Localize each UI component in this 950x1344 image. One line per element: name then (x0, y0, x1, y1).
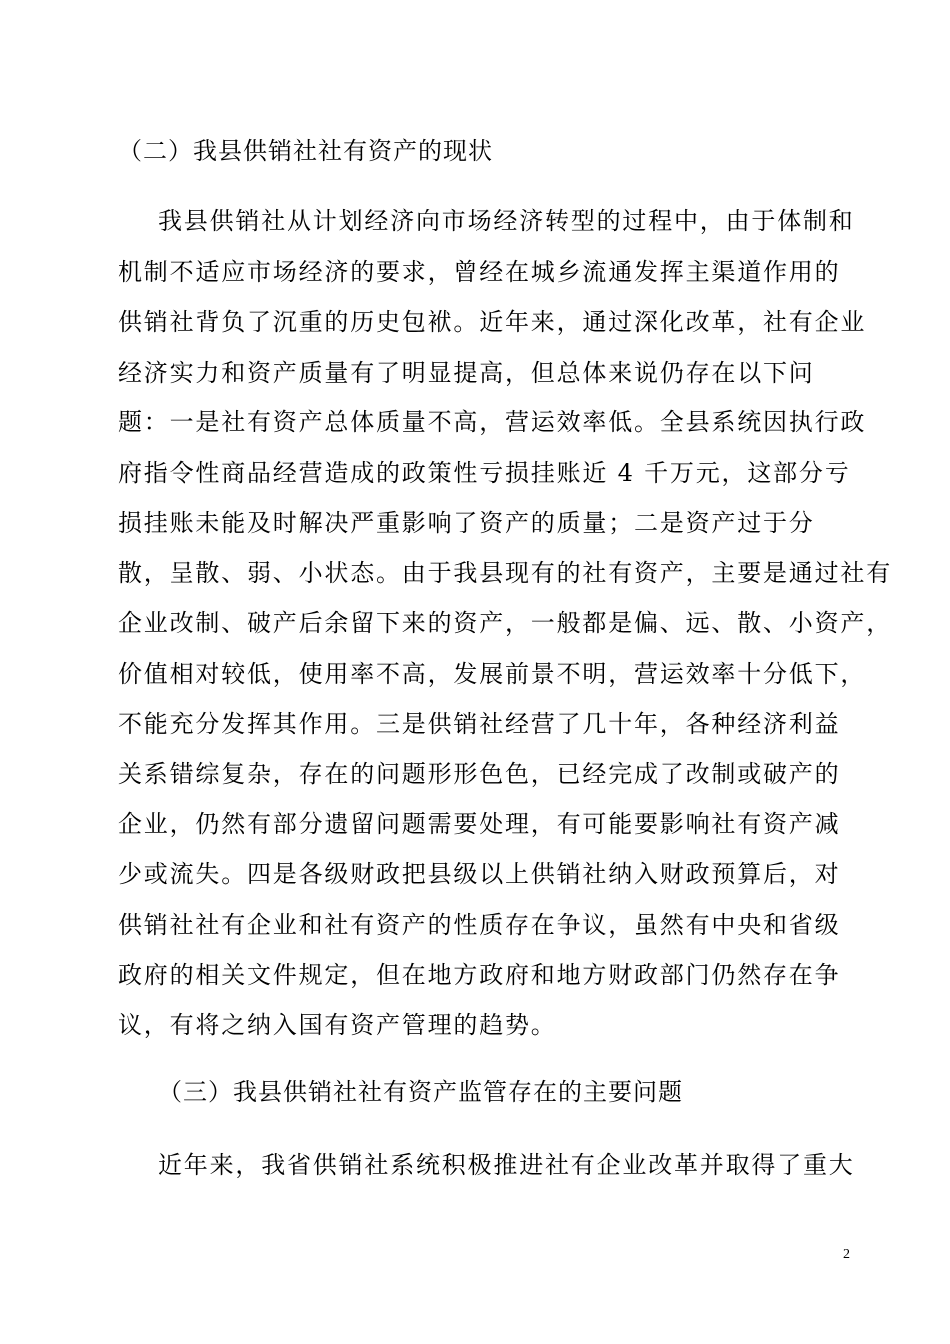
paragraph-line: 我县供销社从计划经济向市场经济转型的过程中，由于体制和 (158, 207, 855, 235)
paragraph-line: 损挂账未能及时解决严重影响了资产的质量；二是资产过于分 (118, 509, 815, 537)
paragraph-line: 政府的相关文件规定，但在地方政府和地方财政部门仍然存在争 (118, 961, 841, 989)
paragraph-line: 价值相对较低，使用率不高，发展前景不明，营运效率十分低下， (118, 660, 867, 688)
paragraph-line: 少或流失。四是各级财政把县级以上供销社纳入财政预算后，对 (118, 860, 841, 888)
paragraph-line: 企业改制、破产后余留下来的资产，一般都是偏、远、散、小资产， (118, 609, 892, 637)
page-number: 2 (843, 1247, 850, 1262)
section-heading: （三）我县供销社社有资产监管存在的主要问题 (158, 1078, 683, 1106)
paragraph-line: 议，有将之纳入国有资产管理的趋势。 (118, 1011, 557, 1039)
paragraph-line: 机制不适应市场经济的要求，曾经在城乡流通发挥主渠道作用的 (118, 258, 841, 286)
paragraph-line: 不能充分发挥其作用。三是供销社经营了几十年，各种经济利益 (118, 710, 841, 738)
paragraph-line: 企业，仍然有部分遗留问题需要处理，有可能要影响社有资产减 (118, 810, 841, 838)
paragraph-line: 题：一是社有资产总体质量不高，营运效率低。全县系统因执行政 (118, 408, 867, 436)
paragraph-line: 供销社社有企业和社有资产的性质存在争议，虽然有中央和省级 (118, 911, 841, 939)
paragraph-line: 关系错综复杂，存在的问题形形色色，已经完成了改制或破产的 (118, 760, 841, 788)
paragraph-line: 散，呈散、弱、小状态。由于我县现有的社有资产，主要是通过社有 (118, 559, 892, 587)
paragraph-line: 供销社背负了沉重的历史包袱。近年来，通过深化改革，社有企业 (118, 308, 867, 336)
paragraph-line: 府指令性商品经营造成的政策性亏损挂账近 4 千万元，这部分亏 (118, 459, 851, 487)
paragraph-line: 近年来，我省供销社系统积极推进社有企业改革并取得了重大 (158, 1151, 855, 1179)
paragraph-line: 经济实力和资产质量有了明显提高，但总体来说仍存在以下问 (118, 359, 815, 387)
section-heading: （二）我县供销社社有资产的现状 (118, 137, 493, 165)
